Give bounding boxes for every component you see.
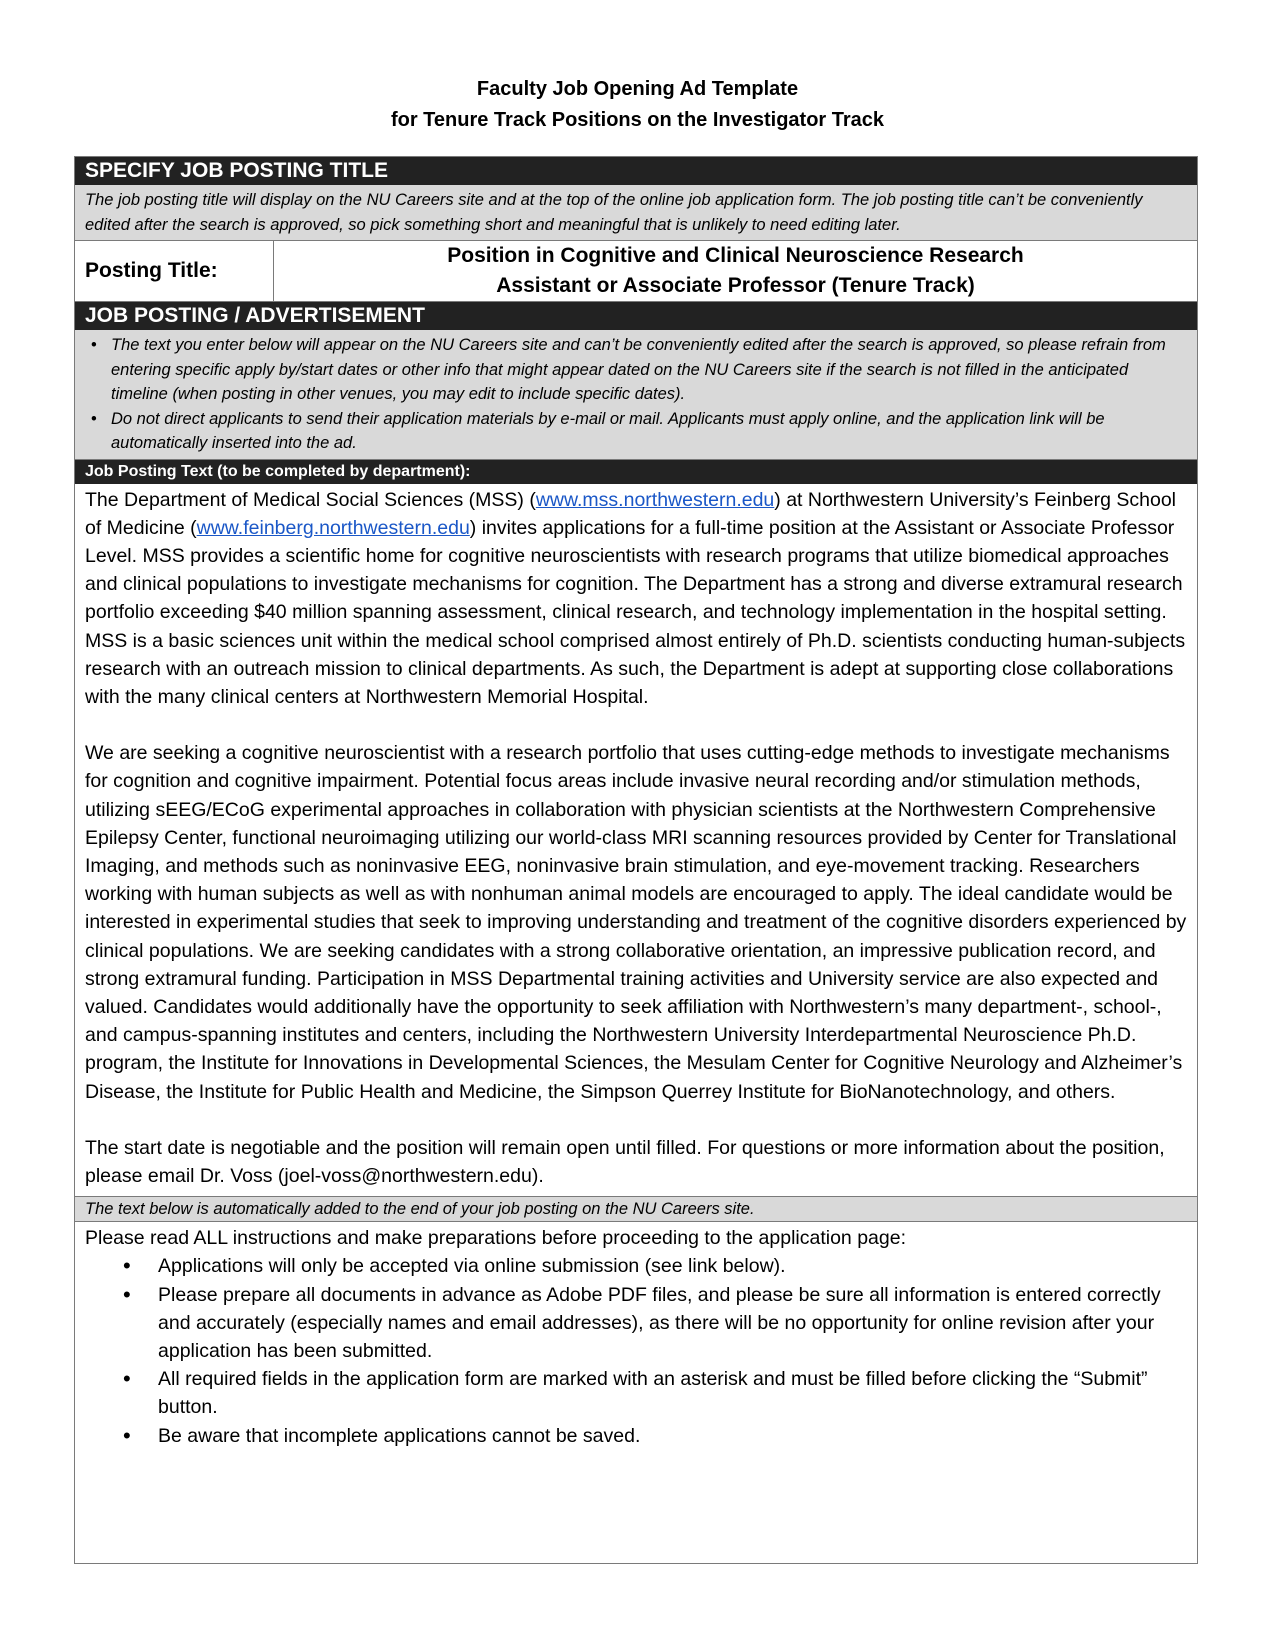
section-heading-advertisement: JOB POSTING / ADVERTISEMENT bbox=[75, 302, 1197, 330]
document-title bbox=[0, 74, 1275, 136]
posting-title-label: Posting Title: bbox=[75, 241, 274, 301]
feinberg-website-link[interactable]: www.feinberg.northwestern.edu bbox=[196, 516, 470, 539]
advertisement-instructions bbox=[75, 330, 1197, 460]
title-line-2: for Tenure Track Positions on the Investigator Track bbox=[390, 109, 885, 131]
posting-title-instructions: The job posting title will display on the NU Careers site and at the top of the online job application form. The job posting title can’t be conveniently edited after the search is approved, so pick something short and meaningful that is unlikely to need editing later. bbox=[75, 185, 1197, 241]
posting-form-table bbox=[74, 156, 1198, 1564]
instruction-item: • Applications will only be accepted via online submission (see link below). bbox=[85, 1252, 1187, 1280]
application-instructions bbox=[75, 1222, 1197, 1452]
job-posting-text-heading: Job Posting Text (to be completed by department): bbox=[75, 460, 1197, 484]
title-line-1: Faculty Job Opening Ad Template bbox=[476, 78, 799, 100]
mss-website-link[interactable]: www.mss.northwestern.edu bbox=[535, 488, 775, 511]
instruction-bullet: • The text you enter below will appear on the NU Careers site and can’t be conveniently edited after the search is approved, so please refrain from entering specific apply by/start dates or other info that might appear dated on the NU Careers site if the search is not filled in the anticipated timeline (when posting in other venues, you may edit to include specific dates). bbox=[85, 333, 1187, 407]
instruction-item: • Be aware that incomplete applications cannot be saved. bbox=[85, 1422, 1187, 1450]
paragraph-text: The Department of Medical Social Sciences (MSS) ( bbox=[85, 488, 536, 511]
instruction-bullet: • Do not direct applicants to send their application materials by e-mail or mail. Applicants must apply online, and the application link will be automatically inserted into the ad. bbox=[85, 407, 1187, 456]
instructions-intro: Please read ALL instructions and make preparations before proceeding to the application page: bbox=[85, 1227, 906, 1250]
posting-title-line-2: Assistant or Associate Professor (Tenure Track) bbox=[496, 274, 975, 297]
posting-title-field[interactable] bbox=[274, 241, 1197, 301]
paragraph-text: ) invites applications for a full-time position at the Assistant or Associate Professor Level. MSS provides a scientific home for cognitive neuroscientists with research programs that utilize biomedical approaches and clinical populations to investigate mechanisms for cognition. The Department has a strong and diverse extramural research portfolio exceeding $40 million spanning assessment, clinical research, and technology implementation in the hospital setting. MSS is a basic sciences unit within the medical school comprised almost entirely of Ph.D. scientists conducting human-subjects research with an outreach mission to clinical departments. As such, the Department is adept at supporting close collaborations with the many clinical centers at Northwestern Memorial Hospital. bbox=[85, 516, 1186, 708]
paragraph-text: ) at Northwestern University’s Feinberg School of Medicine ( bbox=[85, 488, 1177, 539]
instruction-item: • Please prepare all documents in advance as Adobe PDF files, and please be sure all information is entered correctly and accurately (especially names and email addresses), as there will be no opportunity for online revision after your application has been submitted. bbox=[85, 1281, 1187, 1366]
auto-added-note: The text below is automatically added to the end of your job posting on the NU Careers site. bbox=[75, 1196, 1197, 1222]
paragraph-department bbox=[85, 486, 1187, 712]
posting-title-row bbox=[75, 241, 1197, 302]
section-heading-posting-title: SPECIFY JOB POSTING TITLE bbox=[75, 157, 1197, 185]
instruction-item: • All required fields in the application form are marked with an asterisk and must be filled before clicking the “Submit” button. bbox=[85, 1365, 1187, 1421]
paragraph-seeking: We are seeking a cognitive neuroscientist with a research portfolio that uses cutting-edge methods to investigate mechanisms for cognition and cognitive impairment. Potential focus areas include invasive neural recording and/or stimulation methods, utilizing sEEG/ECoG experimental approaches in collaboration with physician scientists at the Northwestern Comprehensive Epilepsy Center, functional neuroimaging utilizing our world-class MRI scanning resources provided by Center for Translational Imaging, and methods such as noninvasive EEG, noninvasive brain stimulation, and eye-movement tracking. Researchers working with human subjects as well as with nonhuman animal models are encouraged to apply. The ideal candidate would be interested in experimental studies that seek to improving understanding and treatment of the cognitive disorders experienced by clinical populations. We are seeking candidates with a strong collaborative orientation, an impressive publication record, and strong extramural funding. Participation in MSS Departmental training activities and University service are also expected and valued. Candidates would additionally have the opportunity to seek affiliation with Northwestern’s many department-, school-, and campus-spanning institutes and centers, including the Northwestern University Interdepartmental Neuroscience Ph.D. program, the Institute for Innovations in Developmental Sciences, the Mesulam Center for Cognitive Neurology and Alzheimer’s Disease, the Institute for Public Health and Medicine, the Simpson Querrey Institute for BioNanotechnology, and others. bbox=[85, 742, 1187, 1103]
posting-title-line-1: Position in Cognitive and Clinical Neuroscience Research bbox=[447, 244, 1024, 267]
paragraph-start-date: The start date is negotiable and the position will remain open until filled. For questions or more information about the position, please email Dr. Voss (joel-voss@northwestern.edu). bbox=[85, 1136, 1165, 1187]
job-posting-text-field[interactable] bbox=[75, 484, 1197, 1197]
